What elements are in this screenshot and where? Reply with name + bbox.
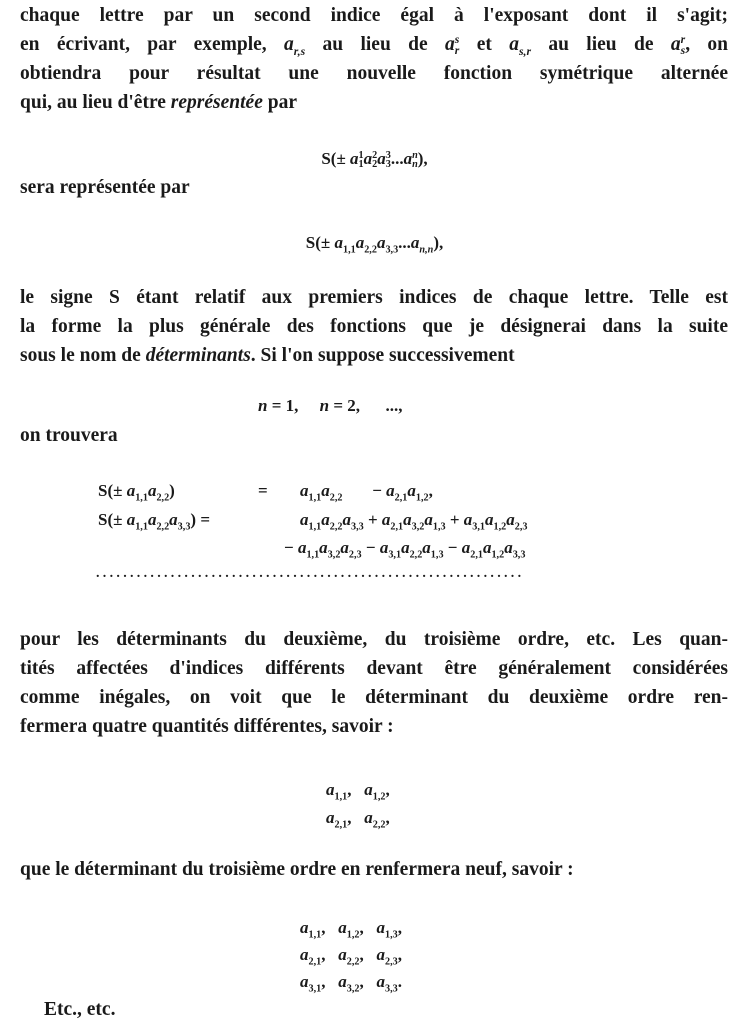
text-line: qui, au lieu d'être représentée par (20, 92, 297, 113)
text-line: en écrivant, par exemple, $a_{r,s}$ au lieu de a s r et $a_{s,r}$ au lieu de a r s , on (20, 33, 729, 58)
text-line: que le déterminant du troisième ordre en renfermera neuf, savoir : (20, 859, 574, 880)
text-line: fermera quatre quantités différentes, savoir : (20, 716, 394, 737)
formula-symmetric-function: S(± a 1 1 a 2 2 a 3 3 ...a n n ), (321, 149, 428, 171)
equation-rhs-order3-negative: − $a_{1,1}a_{3,2}a_{2,3} - a_{3,1}a_{2,2}a_{1,3} - a_{2,1}a_{1,2}a_{3,3}$ (284, 538, 526, 561)
equation-lhs-order2: $S(\pm a_{1,1}a_{2,2})$ (98, 481, 175, 504)
text-line: obtiendra pour résultat une nouvelle fonction symétrique alternée (20, 63, 728, 84)
equation-rhs-order2: $a_{1,1}a_{2,2}$ − $a_{2,1}a_{1,2}$, (300, 481, 433, 504)
matrix3-row: $a_{2,1}$, $a_{2,2}$, $a_{2,3}$, (300, 945, 402, 968)
equals-sign: = (258, 481, 268, 500)
matrix3-row: $a_{3,1}$, $a_{3,2}$, $a_{3,3}$. (300, 972, 402, 995)
text-line: sous le nom de déterminants. Si l'on suppose successivement (20, 345, 515, 366)
text-line: on trouvera (20, 425, 118, 446)
text-line: comme inégales, on voit que le déterminant du deuxième ordre ren- (20, 687, 728, 708)
formula-determinant-general: $S(\pm a_{1,1}a_{2,2}a_{3,3}...a_{n,n})$, (305, 233, 444, 256)
text-line: chaque lettre par un second indice égal à l'exposant dont il s'agit; (20, 5, 728, 26)
matrix3-row: $a_{1,1}$, $a_{1,2}$, $a_{1,3}$, (300, 918, 402, 941)
text-line: la forme la plus générale des fonctions que je désignerai dans la suite (20, 316, 728, 337)
matrix2-row: $a_{2,1}$, $a_{2,2}$, (326, 808, 390, 831)
text-line: tités affectées d'indices différents devant être généralement considérées (20, 658, 728, 679)
text-line: Etc., etc. (44, 999, 116, 1020)
n-values: n = 1, n = 2, ..., (258, 396, 403, 415)
equation-rhs-order3-positive: $a_{1,1}a_{2,2}a_{3,3} + a_{2,1}a_{3,2}a_{1,3} + a_{3,1}a_{1,2}a_{2,3}$ (300, 510, 528, 533)
text-line: pour les déterminants du deuxième, du troisième ordre, etc. Les quan- (20, 629, 728, 650)
matrix2-row: $a_{1,1}$, $a_{1,2}$, (326, 780, 390, 803)
equation-lhs-order3: $S(\pm a_{1,1}a_{2,2}a_{3,3})$ = (98, 510, 211, 533)
dotted-leader: ............................................................... (96, 566, 525, 581)
text-line: sera représentée par (20, 177, 190, 198)
text-line: le signe S étant relatif aux premiers indices de chaque lettre. Telle est (20, 287, 728, 308)
